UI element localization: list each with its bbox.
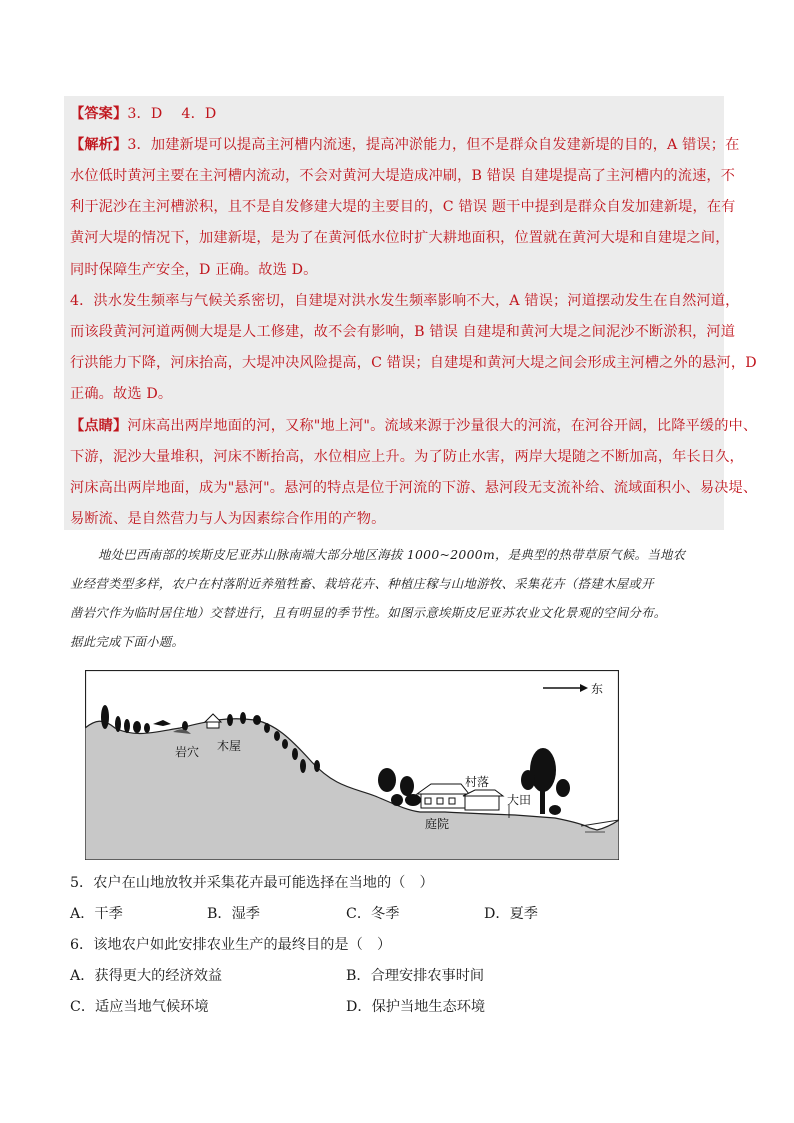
q6-option-d[interactable]: D．保护当地生态环境 — [346, 999, 486, 1015]
q5-option-a[interactable]: A．干季 — [70, 906, 123, 922]
analysis-line: 利于泥沙在主河槽淤积，且不是自发修建大堤的主要目的，C 错误 题干中提到是群众自发加建新堤，在有 — [70, 199, 736, 215]
landscape-profile-figure — [85, 670, 619, 860]
answer-line — [70, 104, 216, 124]
analysis-line-1 — [70, 135, 739, 155]
intro-line: 业经营类型多样，农户在村落附近养殖牲畜、栽培花卉、种植庄稼与山地游牧、采集花卉（搭建木屋或开 — [70, 576, 654, 591]
q5-option-b[interactable]: B．湿季 — [207, 906, 260, 922]
q5-option-c[interactable]: C．冬季 — [346, 906, 400, 922]
intro-line: 凿岩穴作为临时居住地）交替进行，且有明显的季节性。如图示意埃斯皮尼亚苏农业文化景观的空间分布。 — [70, 605, 667, 620]
answer-text: 3．D 4．D — [127, 106, 217, 122]
analysis-tag: 【解析】 — [70, 137, 128, 153]
intro-line: 据此完成下面小题。 — [70, 634, 185, 649]
comment-line: 河床高出两岸地面，成为"悬河"。悬河的特点是位于河流的下游、悬河段无支流补给、流域面积小、易决堤、 — [70, 480, 758, 496]
analysis-line: 4．洪水发生频率与气候关系密切，自建堤对洪水发生频率影响不大，A 错误；河道摆动发生在自然河道， — [70, 293, 740, 309]
comment-text: 河床高出两岸地面的河，又称"地上河"。流域来源于沙量很大的河流，在河谷开阔，比降平缓的中、 — [127, 418, 758, 434]
comment-line-1 — [70, 416, 757, 436]
comment-line: 下游，泥沙大量堆积，河床不断抬高，水位相应上升。为了防止水害，两岸大堤随之不断加高，年长日久， — [70, 449, 744, 465]
comment-line: 易断流、是自然营力与人为因素综合作用的产物。 — [70, 511, 386, 527]
q6-option-a[interactable]: A．获得更大的经济效益 — [70, 968, 223, 984]
analysis-line: 同时保障生产安全，D 正确。故选 D。 — [70, 262, 318, 278]
q6-option-b[interactable]: B．合理安排农事时间 — [346, 968, 485, 984]
analysis-line: 而该段黄河河道两侧大堤是人工修建，故不会有影响，B 错误 自建堤和黄河大堤之间泥沙不断淤积，河道 — [70, 324, 736, 340]
analysis-text: 3．加建新堤可以提高主河槽内流速，提高冲淤能力，但不是群众自发建新堤的目的，A 错误；在 — [127, 137, 740, 153]
question-5-stem: 5．农户在山地放牧并采集花卉最可能选择在当地的（ ） — [70, 875, 434, 891]
q6-option-c[interactable]: C．适应当地气候环境 — [70, 999, 209, 1015]
answer-tag: 【答案】 — [70, 106, 128, 122]
east-label: 东 — [591, 682, 604, 696]
comment-tag: 【点睛】 — [70, 418, 128, 434]
cabin-label: 木屋 — [217, 739, 242, 753]
village-label: 村落 — [465, 775, 490, 789]
courtyard-label: 庭院 — [425, 817, 450, 831]
field-label: 大田 — [507, 793, 532, 807]
cave-label: 岩穴 — [175, 745, 200, 759]
question-6-stem: 6．该地农户如此安排农业生产的最终目的是（ ） — [70, 937, 392, 953]
analysis-line: 黄河大堤的情况下，加建新堤，是为了在黄河低水位时扩大耕地面积，位置就在黄河大堤和自建堤之间， — [70, 230, 730, 246]
analysis-line: 行洪能力下降，河床抬高，大堤冲决风险提高，C 错误；自建堤和黄河大堤之间会形成主河槽之外的悬河，D — [70, 355, 757, 371]
analysis-line: 正确。故选 D。 — [70, 386, 173, 402]
q5-option-d[interactable]: D．夏季 — [484, 906, 538, 922]
analysis-line: 水位低时黄河主要在主河槽内流动，不会对黄河大堤造成冲刷，B 错误 自建堤提高了主河槽内的流速，不 — [70, 168, 736, 184]
intro-line: 地处巴西南部的埃斯皮尼亚苏山脉南端大部分地区海拔 1000~2000m，是典型的热带草原气候。当地农 — [98, 547, 686, 562]
